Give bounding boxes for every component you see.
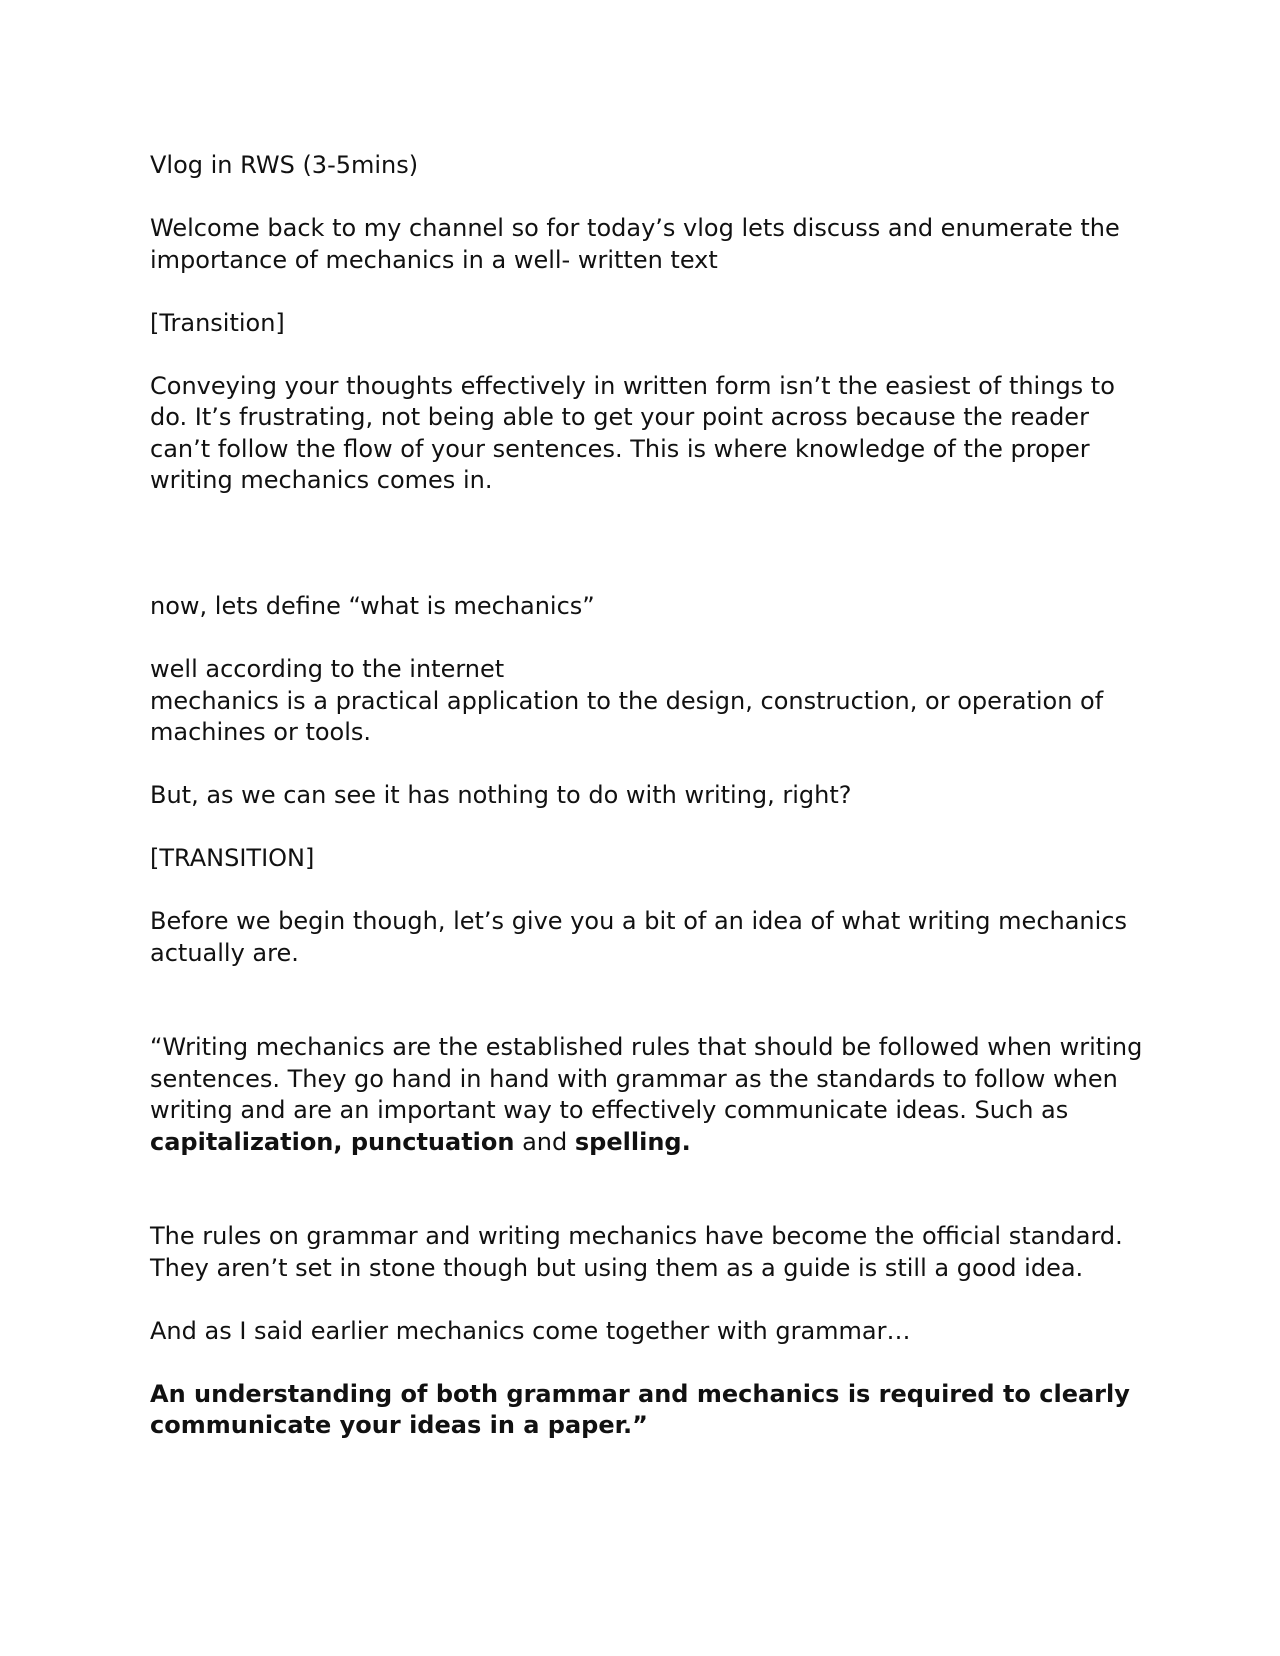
- earlier-paragraph: And as I said earlier mechanics come together with grammar…: [150, 1316, 911, 1345]
- spacer: [150, 1347, 1150, 1379]
- intro-paragraph: Welcome back to my channel so for today’s vlog lets discuss and enumerate the importance of mechanics in a well- written text: [150, 214, 1120, 274]
- spacer: [150, 276, 1150, 308]
- quote-paragraph: [150, 1032, 1150, 1158]
- transition-marker-2: [TRANSITION]: [150, 844, 315, 872]
- conclusion-paragraph: An understanding of both grammar and mechanics is required to clearly communicate your ideas in a paper.”: [150, 1379, 1130, 1439]
- spacer: [150, 875, 1150, 907]
- spacer: [150, 497, 1150, 592]
- rules-paragraph: The rules on grammar and writing mechanics have become the official standard. They aren’t set in stone though but using them as a guide is still a good idea.: [150, 1222, 1123, 1282]
- define-paragraph: now, lets define “what is mechanics”: [150, 592, 595, 620]
- document-title: Vlog in RWS (3-5mins): [150, 151, 419, 179]
- definition-paragraph: mechanics is a practical application to the design, construction, or operation of machines or tools.: [150, 686, 1104, 746]
- document-body: [150, 150, 1150, 1442]
- but-paragraph: But, as we can see it has nothing to do with writing, right?: [150, 781, 852, 809]
- spacer: [150, 623, 1150, 655]
- spacer: [150, 182, 1150, 214]
- spacer: [150, 1158, 1150, 1221]
- quote-text: “Writing mechanics are the established rules that should be followed when writing sentences. They go hand in hand with grammar as the standards to follow when writing and are an important way to effectively communicate ideas. Such as: [150, 1033, 1143, 1124]
- before-paragraph: Before we begin though, let’s give you a bit of an idea of what writing mechanics actually are.: [150, 907, 1128, 967]
- spacer: [150, 339, 1150, 371]
- quote-bold-spelling: spelling.: [574, 1127, 691, 1156]
- according-line: well according to the internet: [150, 655, 505, 683]
- spacer: [150, 812, 1150, 844]
- spacer: [150, 969, 1150, 1032]
- quote-and: and: [514, 1127, 575, 1156]
- spacer: [150, 1284, 1150, 1316]
- transition-marker: [Transition]: [150, 308, 285, 337]
- quote-bold-capitalization-punctuation: capitalization, punctuation: [150, 1127, 515, 1156]
- spacer: [150, 749, 1150, 781]
- conveying-paragraph: Conveying your thoughts effectively in written form isn’t the easiest of things to do. It’s frustrating, not being able to get your point across because the reader can’t follow the flow of your sentences. This is where knowledge of the proper writing mechanics comes in.: [150, 371, 1115, 494]
